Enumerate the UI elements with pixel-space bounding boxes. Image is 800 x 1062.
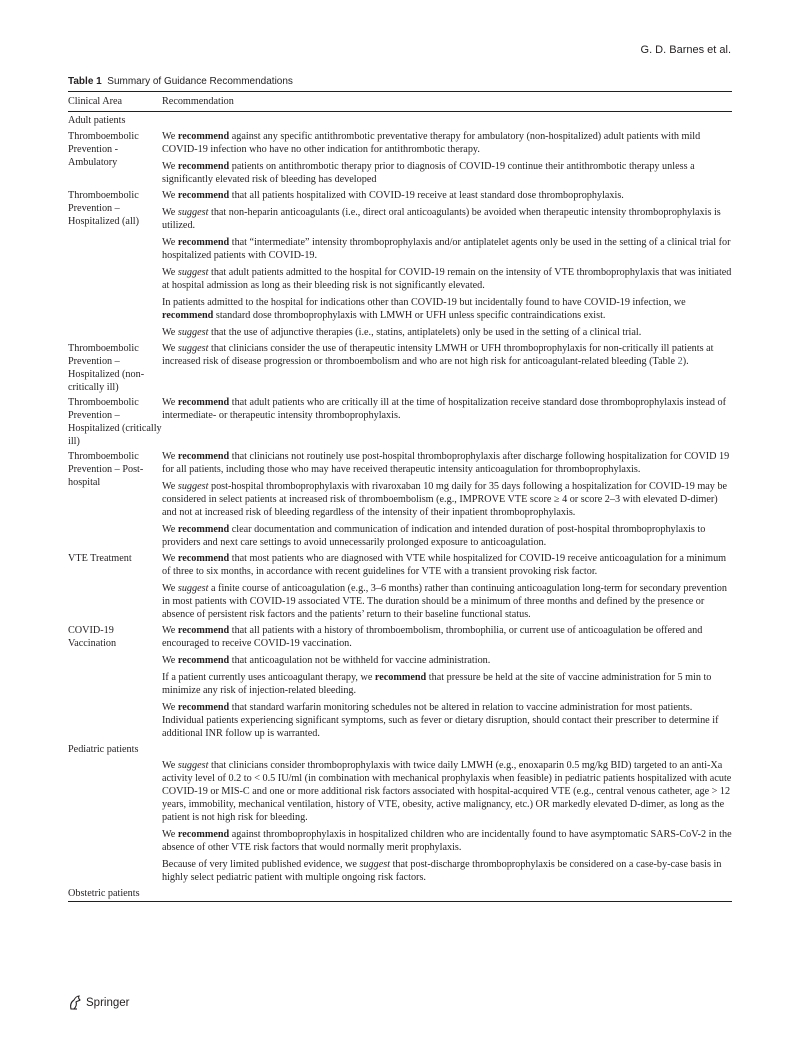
table-title: Summary of Guidance Recommendations [107, 76, 293, 87]
table-row [68, 622, 732, 741]
recommendation-text: We suggest post-hospital thromboprophylaxis with rivaroxaban 10 mg daily for 35 days following a hospitalization for COVID-19 may be considered in select patients at increased risk of thromboembolism (e.g., IMPROVE VTE score ≥ 4 or score 2–3 with elevated D-dimer) and not at increased risk of bleeding regardless of the intensity of their inpatient thromboprophylaxis. [162, 481, 728, 518]
recommendation-text: We recommend clear documentation and communication of indication and intended duration of post-hospital thromboprophylaxis to providers and next care settings to avoid unnecessarily prolonged exposure to anticoagulation. [162, 524, 706, 548]
recommendation-text: We recommend that all patients with a history of thromboembolism, thrombophilia, or current use of anticoagulation be offered and encouraged to receive COVID-19 vaccination. [162, 625, 703, 649]
clinical-area-cell: VTE Treatment [68, 553, 132, 564]
recommendation-text: We suggest that clinicians consider the use of therapeutic intensity LMWH or UFH thromboprophylaxis for non-critically ill patients at increased risk of disease progression or thromboembolism and who are not high risk for anticoagulant-related bleeding (Table 2). [162, 343, 714, 367]
section-obstetric-patients: Obstetric patients [68, 888, 140, 899]
recommendation-text: We suggest that the use of adjunctive therapies (i.e., statins, antiplatelets) only be used in the setting of a clinical trial. [162, 327, 642, 338]
recommendation-text: We recommend that most patients who are diagnosed with VTE while hospitalized for COVID-19 receive anticoagulation for a minimum of three to six months, in accordance with recent guidelines for VTE with a transient provoking risk factor. [162, 553, 727, 577]
table-bottom-rule [68, 901, 732, 902]
clinical-area-cell: Thromboembolic Prevention – Hospitalized (critically ill) [68, 397, 162, 447]
recommendation-text: We recommend that “intermediate” intensity thromboprophylaxis and/or antiplatelet agents only be used in the setting of a clinical trial for hospitalized patients with COVID-19. [162, 237, 731, 261]
recommendation-text: We recommend that adult patients who are critically ill at the time of hospitalization receive standard dose thromboprophylaxis instead of intermediate- or therapeutic intensity thromboprophylaxis. [162, 397, 726, 421]
clinical-area-cell: Thromboembolic Prevention – Hospitalized (all) [68, 190, 140, 227]
springer-horse-icon [68, 995, 82, 1010]
recommendation-cell [162, 757, 732, 885]
table-row [68, 448, 732, 550]
table-header-row [68, 92, 732, 111]
table-row [68, 394, 732, 448]
recommendation-text: Because of very limited published evidence, we suggest that post-discharge thromboprophylaxis be considered on a case-by-case basis in highly select pediatric patient with multiple ongoing risk factors. [162, 859, 722, 883]
recommendation-text: We suggest that adult patients admitted to the hospital for COVID-19 remain on the intensity of VTE thromboprophylaxis that was initiated at hospital admission as long as their bleeding risk is not significantly elevated. [162, 267, 732, 291]
clinical-area-cell [68, 757, 162, 885]
recommendation-text: We suggest that non-heparin anticoagulants (i.e., direct oral anticoagulants) be avoided when therapeutic intensity thromboprophylaxis is utilized. [162, 207, 721, 231]
recommendation-cell [162, 550, 732, 622]
running-head: G. D. Barnes et al. [640, 44, 731, 56]
recommendation-text: In patients admitted to the hospital for indications other than COVID-19 but incidentally found to have COVID-19 infection, we recommend standard dose thromboprophylaxis with LMWH or UFH unless specific contraindications exist. [162, 297, 686, 321]
recommendation-cell [162, 128, 732, 187]
recommendation-text: We suggest a finite course of anticoagulation (e.g., 3–6 months) rather than continuing anticoagulation long-term for secondary prevention in most patients with COVID-19 associated VTE. The duration should be a minimum of three months and defined by the presence or absence of persistent risk factors and the patients’ return to their baseline functional status. [162, 583, 727, 620]
publisher-name: Springer [86, 996, 130, 1009]
table-row [68, 550, 732, 622]
recommendation-cell [162, 394, 732, 448]
clinical-area-cell: Thromboembolic Prevention – Hospitalized (non-critically ill) [68, 343, 145, 393]
recommendation-text: We recommend against thromboprophylaxis in hospitalized children who are incidentally found to have asymptomatic SARS-CoV-2 in the absence of other VTE risk factors that would normally merit prophylaxis. [162, 829, 732, 853]
recommendation-text: We recommend that clinicians not routinely use post-hospital thromboprophylaxis after discharge following hospitalization for COVID 19 for all patients, including those who may have received therapeutic intensity anticoagulation for thromboprophylaxis. [162, 451, 730, 475]
recommendation-cell [162, 340, 732, 394]
header-clinical-area: Clinical Area [68, 96, 123, 107]
section-pediatric-patients: Pediatric patients [68, 744, 139, 755]
clinical-area-cell: COVID-19 Vaccination [68, 625, 117, 649]
recommendation-text: We recommend that all patients hospitalized with COVID-19 receive at least standard dose thromboprophylaxis. [162, 190, 624, 201]
recommendation-cell [162, 622, 732, 741]
table-row [68, 757, 732, 885]
clinical-area-cell: Thromboembolic Prevention - Ambulatory [68, 131, 139, 168]
table-row [68, 187, 732, 340]
table-caption [68, 76, 293, 87]
header-recommendation: Recommendation [162, 96, 234, 107]
table-label: Table 1 [68, 76, 102, 87]
recommendation-text: We recommend patients on antithrombotic therapy prior to diagnosis of COVID-19 continue their antithrombotic therapy unless a significantly elevated risk of bleeding has developed [162, 161, 695, 185]
recommendation-text: We suggest that clinicians consider thromboprophylaxis with twice daily LMWH (e.g., enoxaparin 0.5 mg/kg BID) targeted to an anti-Xa activity level of 0.2 to < 0.5 IU/ml (in combination with mechanical prophylaxis when feasible) in pediatric patients hospitalized with acute COVID-19 or MIS-C and one or more additional risk factors associated with hospital-acquired VTE (e.g., central venous catheter, age > 12 years, immobility, mechanical ventilation, history of VTE, obesity, active malignancy, etc.) OR markedly elevated D-dimer, as long as the patient is not high risk for bleeding. [162, 760, 732, 823]
recommendation-text: If a patient currently uses anticoagulant therapy, we recommend that pressure be held at the site of vaccine administration for 5 min to minimize any risk of injection-related bleeding. [162, 672, 712, 696]
recommendation-cell [162, 448, 732, 550]
table-row [68, 128, 732, 187]
recommendation-text: We recommend that standard warfarin monitoring schedules not be altered in relation to vaccine administration for most patients. Individual patients experiencing significant symptoms, such as fever or dietary disruption, should contact their prescriber to determine if additional INR follow up is warranted. [162, 702, 719, 739]
publisher-footer [68, 995, 129, 1010]
section-adult-patients: Adult patients [68, 115, 126, 126]
clinical-area-cell: Thromboembolic Prevention – Post-hospital [68, 451, 144, 488]
recommendation-cell [162, 187, 732, 340]
recommendation-text: We recommend against any specific antithrombotic preventative therapy for ambulatory (non-hospitalized) adult patients with mild COVID-19 infection who have no other indication for antithrombotic therapy. [162, 131, 701, 155]
guidance-table [68, 91, 732, 902]
table-row [68, 340, 732, 394]
recommendation-text: We recommend that anticoagulation not be withheld for vaccine administration. [162, 655, 491, 666]
